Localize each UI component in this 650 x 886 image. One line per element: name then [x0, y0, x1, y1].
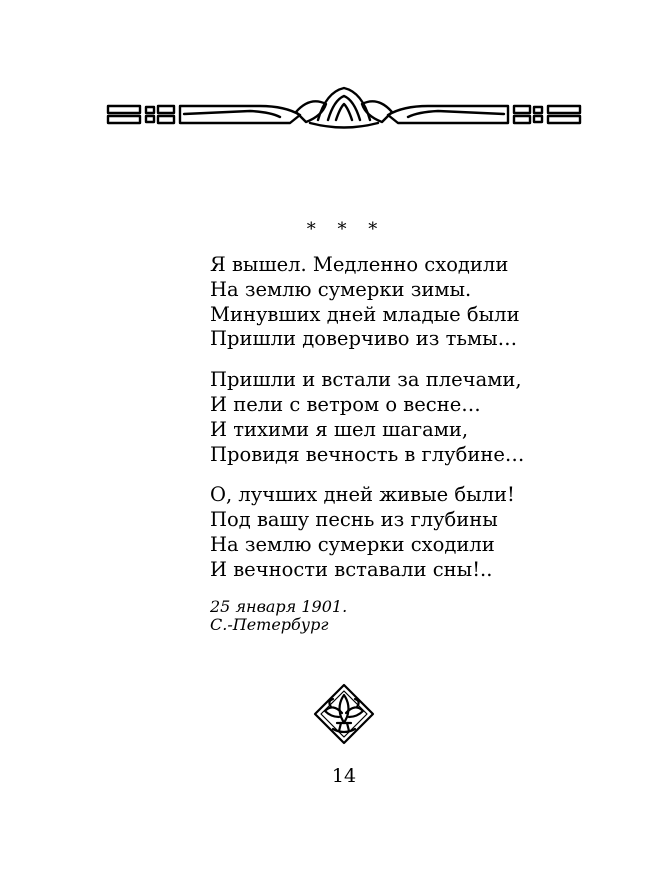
poem-line: На землю сумерки зимы. [210, 277, 472, 301]
poem-line: И тихими я шел шагами, [210, 417, 469, 441]
poem-body [210, 253, 610, 636]
stanza-separator: * * * [306, 219, 386, 240]
poem-line: Пришли доверчиво из тьмы… [210, 327, 518, 351]
diamond-lily-ornament-icon [313, 683, 375, 745]
poem-line: Я вышел. Медленно сходили [210, 253, 509, 276]
page-number: 14 [331, 765, 357, 787]
stanza-1 [210, 253, 610, 352]
header-ornament-icon [100, 82, 588, 134]
stanza-2 [210, 368, 610, 467]
poem-line: На землю сумерки сходили [210, 532, 495, 556]
poem-date: 25 января 1901. [210, 596, 348, 616]
poem-line: О, лучших дней живые были! [210, 483, 515, 507]
poem-line: Провидя вечность в глубине… [210, 442, 525, 466]
poem-line: Пришли и встали за плечами, [210, 368, 522, 392]
poem-line: Под вашу песнь из глубины [210, 508, 498, 532]
poem-line: И вечности вставали сны!.. [210, 557, 493, 581]
poem-line: Минувших дней младые были [210, 302, 520, 326]
poem-line: И пели с ветром о весне… [210, 392, 481, 416]
stanza-3 [210, 483, 610, 582]
poem-place: С.-Петербург [210, 615, 329, 635]
